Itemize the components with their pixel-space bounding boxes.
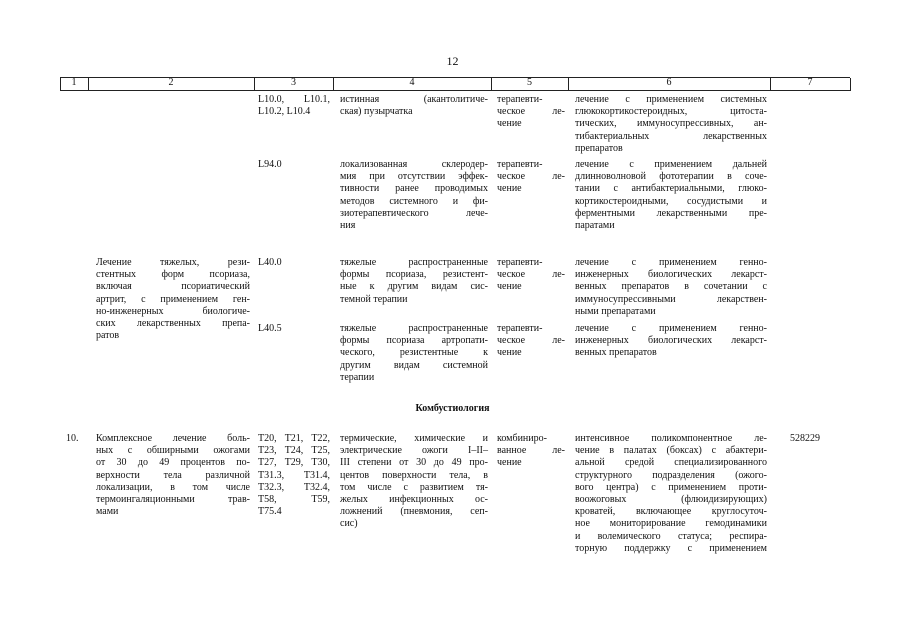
column-header: 5 [527,77,532,88]
treatment-method: лечение с применением генно- инженерных биологических лекарст- венных препаратов [575,323,767,359]
treatment-kind: терапевти- ческое ле- чение [497,323,565,359]
diagnosis-codes: L10.0, L10.1, L10.2, L10.4 [258,94,330,118]
patient-model: тяжелые распространенные формы псориаза артропати- ческого, резистентные к другим видам системной терапии [340,323,488,383]
diagnosis-codes: L40.5 [258,323,282,334]
funding-norm-value: 528229 [790,433,820,444]
diagnosis-codes: L40.0 [258,257,282,268]
section-title: Комбустиология [415,403,490,414]
column-divider [850,78,851,91]
patient-model: локализованная склеродер- мия при отсутствии эффек- тивности ранее проводимых методов системного и фи- зиотерапевтического лече- ния [340,159,488,232]
page-number: 12 [446,54,459,68]
patient-model: термические, химические и электрические ожоги I–II– III степени от 30 до 49 про- центов поверхности тела, в том числе с развитием тя- желых инфекционных ос- ложнений (пневмония, сеп- сис) [340,433,488,530]
treatment-group-name: Комплексное лечение боль- ных с обширными ожогами от 30 до 49 процентов по- верхности тела различной локализации, в том числе термоингаляционными трав- мами [96,433,250,518]
treatment-method: лечение с применением генно- инженерных биологических лекарст- венных препаратов в сочетании с иммуносупрессивными лекарствен- ными препаратами [575,257,767,317]
patient-model: тяжелые распространенные формы псориаза, резистент- ные к другим видам сис- темной терапии [340,257,488,305]
treatment-kind: терапевти- ческое ле- чение [497,159,565,195]
treatment-kind: комбиниро- ванное ле- чение [497,433,565,469]
column-header: 2 [168,77,174,88]
column-header: 4 [409,77,415,88]
treatment-kind: терапевти- ческое ле- чение [497,94,565,130]
diagnosis-codes: L94.0 [258,159,282,170]
table-header-bottom-border [60,90,850,91]
column-header: 3 [291,77,296,88]
treatment-group-name: Лечение тяжелых, рези- стентных форм псориаза, включая псориатический артрит, с применением ген- но-инженерных биологиче- ских лекарственных препа- ратов [96,257,250,342]
treatment-method: интенсивное поликомпонентное ле- чение в палатах (боксах) с абактери- альной средой специализированного структурного подразделения (ожого- вого центра) с применением проти- воожоговых (флюидизирующих) кроватей, включающее круглосуточ- ное мониторирование гемодинамики и волемического статуса; респира- торную поддержку с применением [575,433,767,554]
column-header: 6 [666,77,672,88]
diagnosis-codes: T20, T21, T22, T23, T24, T25, T27, T29, T30, T31.3, T31.4, T32.3, T32.4, T58, T59, T75.4 [258,433,330,518]
column-header: 7 [807,77,813,88]
column-header: 1 [71,77,77,88]
row-number: 10. [66,433,79,444]
treatment-method: лечение с применением системных глюкокортикостероидных, цитоста- тических, иммуносупрессивных, ан- тибактериальных лекарственных препаратов [575,94,767,154]
patient-model: истинная (акантолитиче- ская) пузырчатка [340,94,488,118]
treatment-method: лечение с применением дальней длинноволновой фототерапии в соче- тании с антибактериальными, глюко- кортикостероидными, сосудистыми и ферментными лекарственными пре- паратами [575,159,767,232]
treatment-kind: терапевти- ческое ле- чение [497,257,565,293]
